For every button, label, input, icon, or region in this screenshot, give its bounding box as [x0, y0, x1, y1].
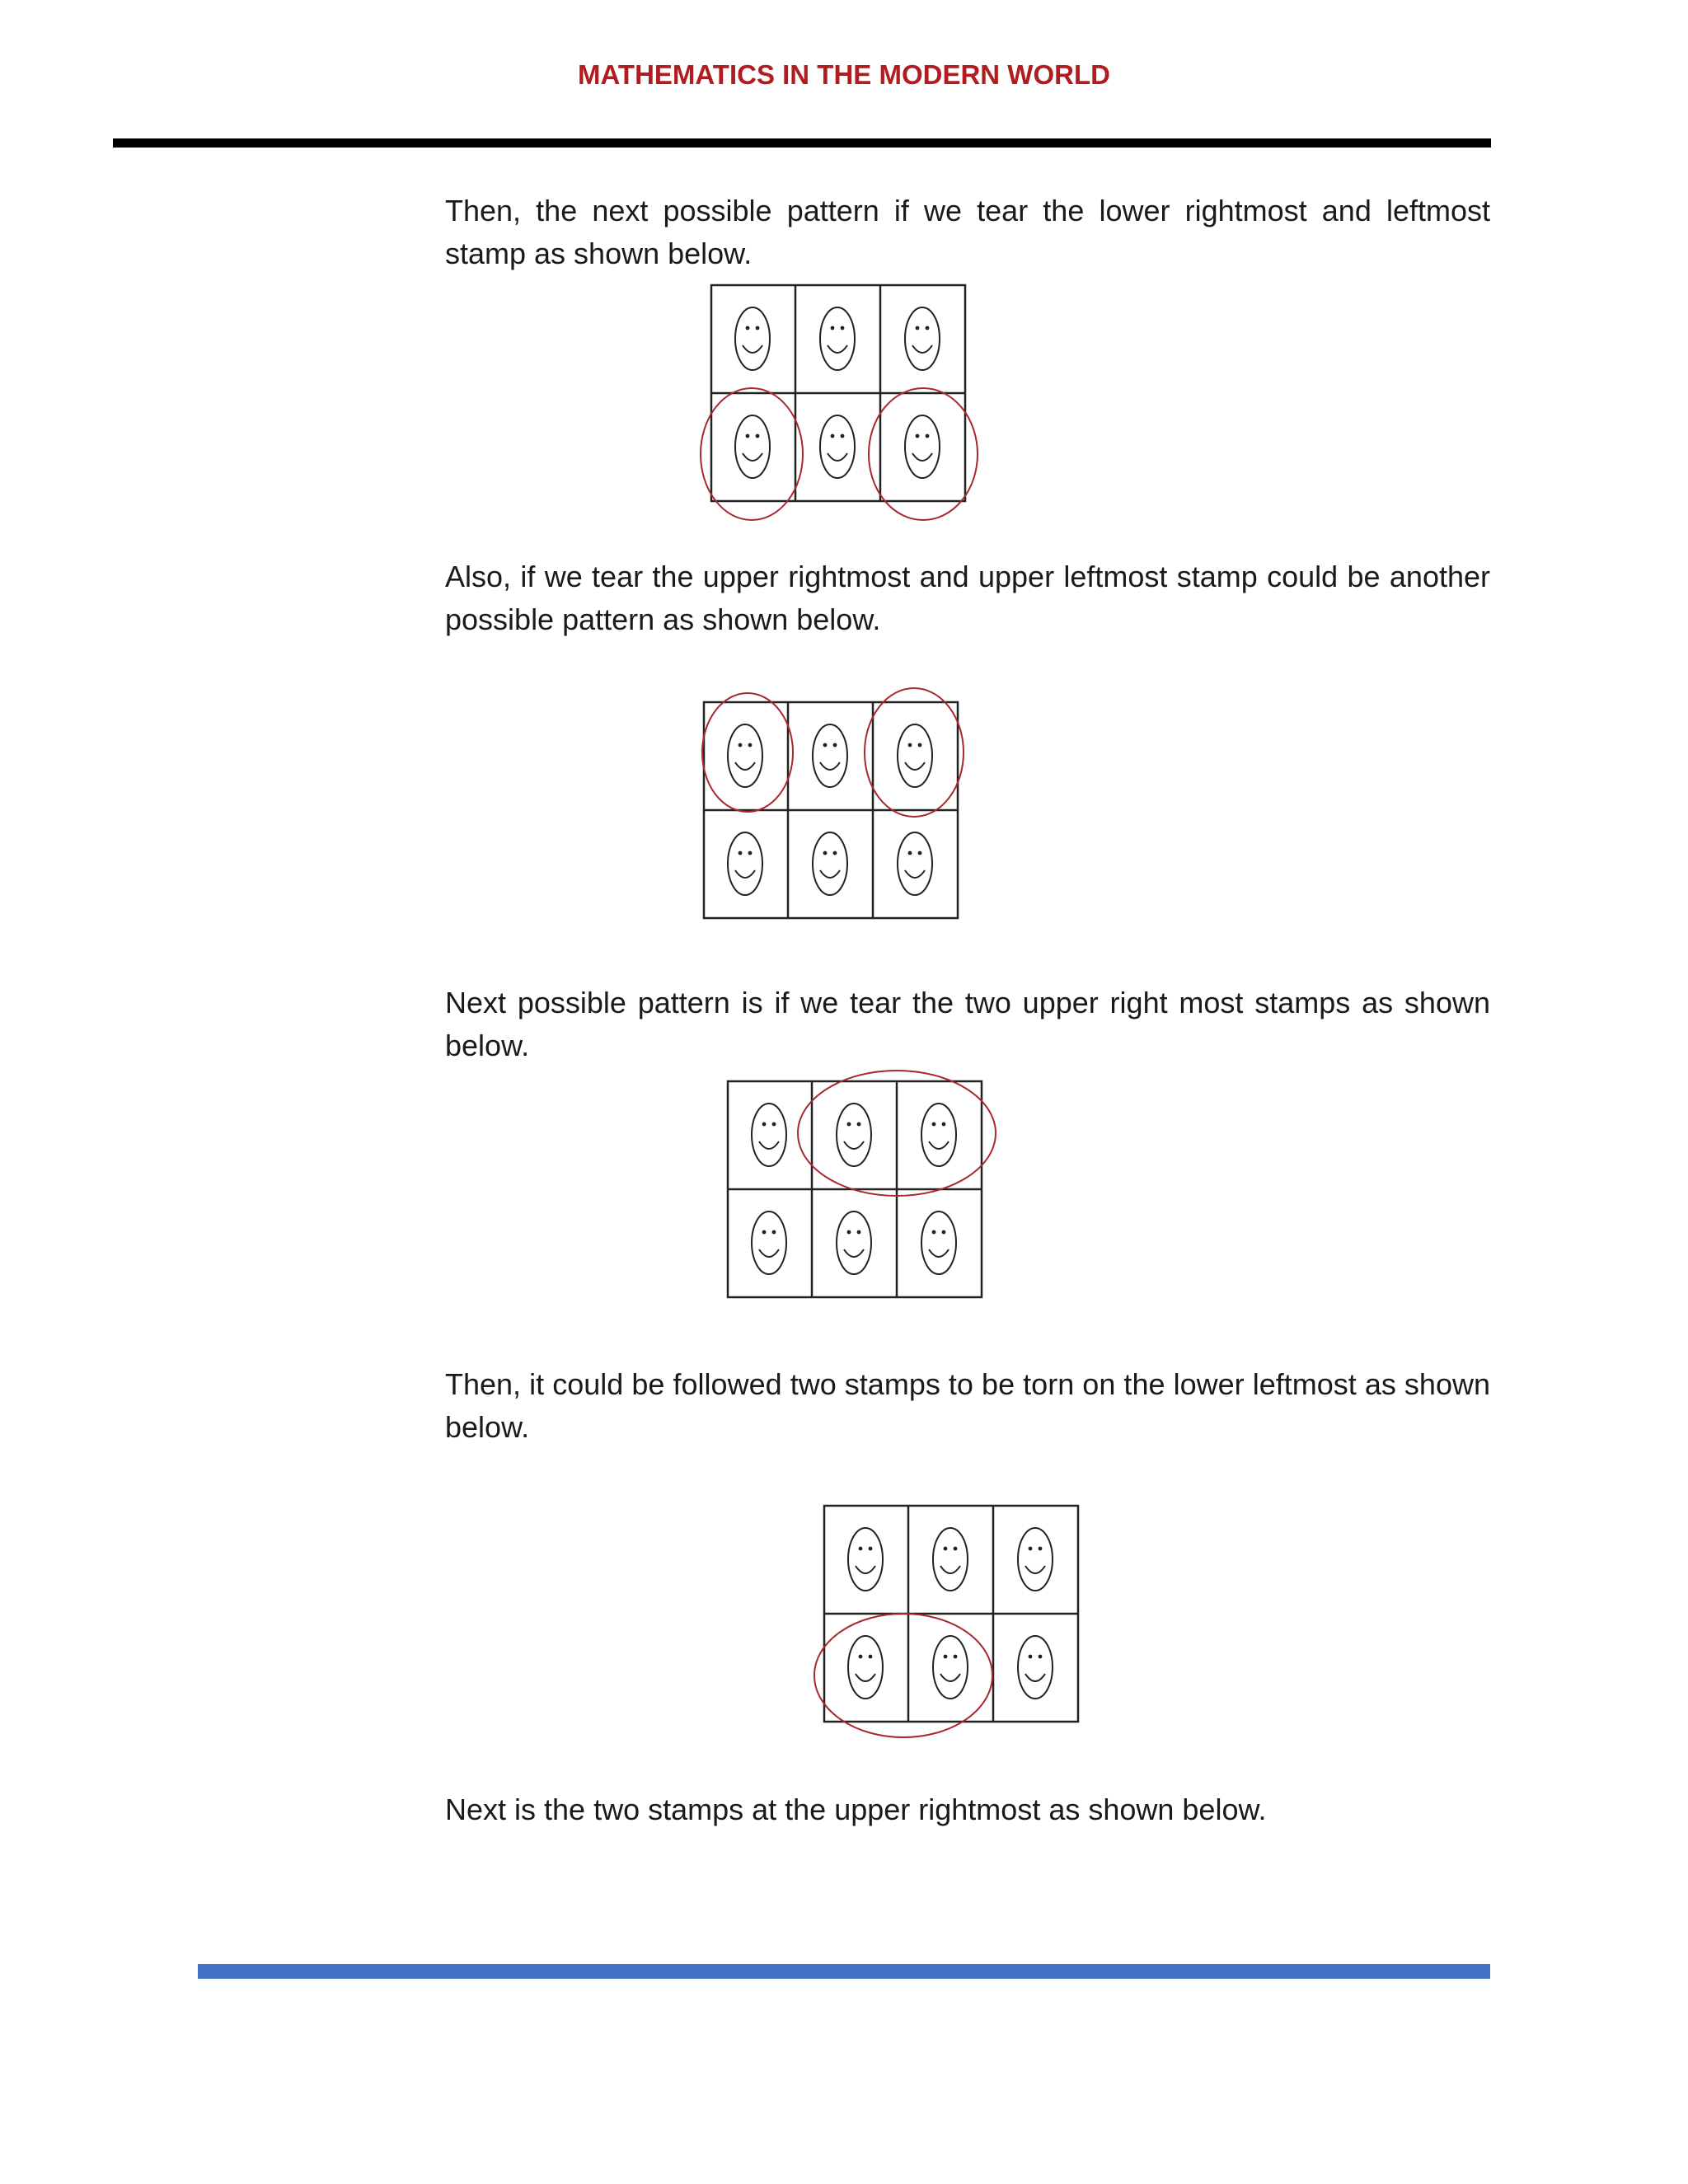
stamp-grid-3-svg: [727, 1080, 982, 1298]
smiley-stamp-r2c2: [837, 1212, 871, 1274]
smiley-stamp-r1c1: [735, 307, 770, 370]
paragraph-1: Then, the next possible pattern if we tear the lower rightmost and leftmost stamp as shown below.: [445, 194, 1490, 270]
smiley-stamp-r1c2: [813, 724, 847, 787]
highlight-circle-lower-left-pair: [814, 1614, 992, 1737]
smiley-stamp-r1c3: [898, 724, 932, 787]
stamp-grid-2-svg: [703, 701, 959, 919]
paragraph-4: Then, it could be followed two stamps to be torn on the lower leftmost as shown below.: [445, 1367, 1490, 1444]
smiley-stamp-r2c1: [848, 1636, 883, 1699]
page-header-title: MATHEMATICS IN THE MODERN WORLD: [578, 59, 1110, 90]
paragraph-3: Next possible pattern is if we tear the two upper right most stamps as shown below.: [445, 986, 1490, 1062]
smiley-stamp-r1c3: [921, 1104, 956, 1166]
highlight-circle-upper-right: [865, 688, 964, 817]
highlight-circle-upper-left: [702, 693, 793, 812]
smiley-stamp-r1c3: [905, 307, 940, 370]
smiley-stamp-r1c1: [728, 724, 762, 787]
smiley-stamp-r1c1: [752, 1104, 786, 1166]
smiley-stamp-r2c1: [735, 415, 770, 478]
stamp-grid-4: [823, 1505, 1079, 1722]
stamp-grid-2: [703, 701, 959, 919]
smiley-stamp-r2c3: [898, 832, 932, 895]
stamp-grid-3: [727, 1080, 982, 1298]
smiley-stamp-r1c2: [933, 1528, 968, 1591]
smiley-stamp-r1c1: [848, 1528, 883, 1591]
smiley-stamp-r2c2: [820, 415, 855, 478]
grid-lines: [704, 702, 958, 918]
smiley-stamp-r2c3: [905, 415, 940, 478]
grid-lines: [711, 285, 965, 501]
smiley-stamp-r2c3: [1018, 1636, 1053, 1699]
grid-lines: [824, 1506, 1078, 1722]
smiley-stamp-r1c2: [837, 1104, 871, 1166]
paragraph-5: Next is the two stamps at the upper rightmost as shown below.: [445, 1793, 1267, 1826]
paragraph-2: Also, if we tear the upper rightmost and upper leftmost stamp could be another possible pattern as shown below.: [445, 560, 1490, 636]
stamp-grid-1-svg: [710, 284, 966, 502]
stamp-grid-1: [710, 284, 966, 502]
smiley-stamp-r1c3: [1018, 1528, 1053, 1591]
smiley-stamp-r2c1: [728, 832, 762, 895]
smiley-stamp-r1c2: [820, 307, 855, 370]
smiley-stamp-r2c2: [933, 1636, 968, 1699]
smiley-stamp-r2c1: [752, 1212, 786, 1274]
smiley-stamp-r2c3: [921, 1212, 956, 1274]
smiley-stamp-r2c2: [813, 832, 847, 895]
stamp-grid-4-svg: [823, 1505, 1079, 1722]
footer-rule: [198, 1964, 1490, 1979]
header-rule: [113, 138, 1491, 148]
